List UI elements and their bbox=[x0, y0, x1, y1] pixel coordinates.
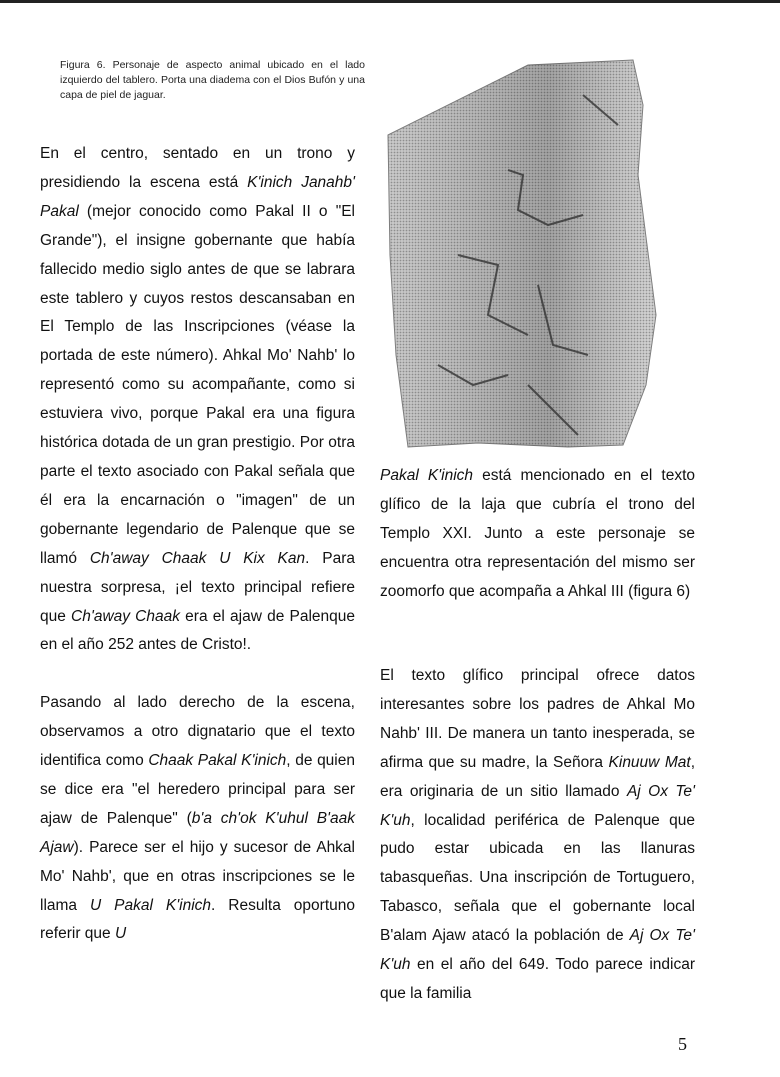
italic-term: U Pakal K'inich bbox=[90, 896, 212, 914]
italic-term: Chaak Pakal K'inich bbox=[148, 752, 287, 770]
top-rule bbox=[0, 0, 780, 3]
right-column-bottom bbox=[380, 662, 695, 1009]
text-run: era el ajaw de Palenque en el año 252 antes de Cristo!. bbox=[40, 607, 355, 654]
left-paragraph-1 bbox=[40, 140, 355, 660]
italic-term: Ch'away Chaak bbox=[71, 607, 180, 625]
left-paragraph-2 bbox=[40, 689, 355, 949]
page-number: 5 bbox=[678, 1034, 687, 1054]
italic-term: Aj Ox Te' K'uh bbox=[380, 927, 695, 974]
text-run: . Para nuestra sorpresa, ¡el texto principal refiere que bbox=[40, 549, 355, 625]
left-column bbox=[40, 140, 355, 949]
text-run: , de quien se dice era "el heredero principal para ser ajaw de Palenque" ( bbox=[40, 752, 355, 827]
text-run: , localidad periférica de Palenque que pudo estar ubicada en las llanuras tabasqueñas. Una inscripción de Tortuguero, Tabasco, señala que el gobernante local B'alam Ajaw atacó la población de bbox=[380, 811, 695, 945]
text-run: , era originaria de un sitio llamado bbox=[380, 753, 696, 800]
right-paragraph-2 bbox=[380, 662, 695, 1009]
text-run: está mencionado en el texto glífico de la laja que cubría el trono del Templo XXI. Junto a este personaje se encuentra otra representación del mismo ser zoomorfo que acompaña a Ahkal III (figura 6) bbox=[380, 467, 695, 600]
text-run: en el año del 649. Todo parece indicar que la familia bbox=[380, 956, 695, 1002]
text-run: ). Parece ser el hijo y sucesor de Ahkal Mo' Nahb', que en otras inscripciones se le llama bbox=[40, 838, 355, 914]
text-run: (mejor conocido como Pakal II o "El Grande"), el insigne gobernante que había fallecido medio siglo antes de que se labrara este tablero y cuyos restos descansaban en El Templo de las Inscripciones (véase la portada de este número). Ahkal Mo' Nahb' lo representó como su acompañante, como si estuviera vivo, porque Pakal era una figura histórica dotada de un gran prestigio. Por otra parte el texto asociado con Pakal señala que él era la encarnación o "imagen" de un gobernante legendario de Palenque que se llamó bbox=[40, 202, 355, 567]
text-run: Pasando al lado derecho de la escena, observamos a otro dignatario que el texto identifica como bbox=[40, 694, 355, 770]
italic-term: b'a ch'ok K'uhul B'aak Ajaw bbox=[40, 809, 355, 856]
right-column-top bbox=[380, 462, 695, 607]
italic-term: Kinuuw Mat bbox=[608, 753, 691, 771]
italic-term: U bbox=[114, 925, 127, 943]
text-run: En el centro, sentado en un trono y presidiendo la escena está bbox=[40, 145, 355, 191]
text-run: El texto glífico principal ofrece datos interesantes sobre los padres de Ahkal Mo Nahb' III. De manera un tanto inesperada, se afirma que su madre, la Señora bbox=[380, 667, 695, 771]
figure-caption: Figura 6. Personaje de aspecto animal ubicado en el lado izquierdo del tablero. Porta una diadema con el Dios Bufón y una capa de piel de jaguar. bbox=[60, 59, 365, 101]
italic-term: Pakal K'inich bbox=[380, 467, 474, 484]
italic-term: K'inich Janahb' Pakal bbox=[40, 173, 355, 220]
italic-term: Aj Ox Te' K'uh bbox=[380, 782, 696, 829]
right-paragraph-1 bbox=[380, 462, 695, 607]
italic-term: Ch'away Chaak U Kix Kan bbox=[89, 549, 306, 567]
stone-relief-photo bbox=[378, 55, 678, 455]
text-run: . Resulta oportuno referir que bbox=[40, 896, 355, 943]
